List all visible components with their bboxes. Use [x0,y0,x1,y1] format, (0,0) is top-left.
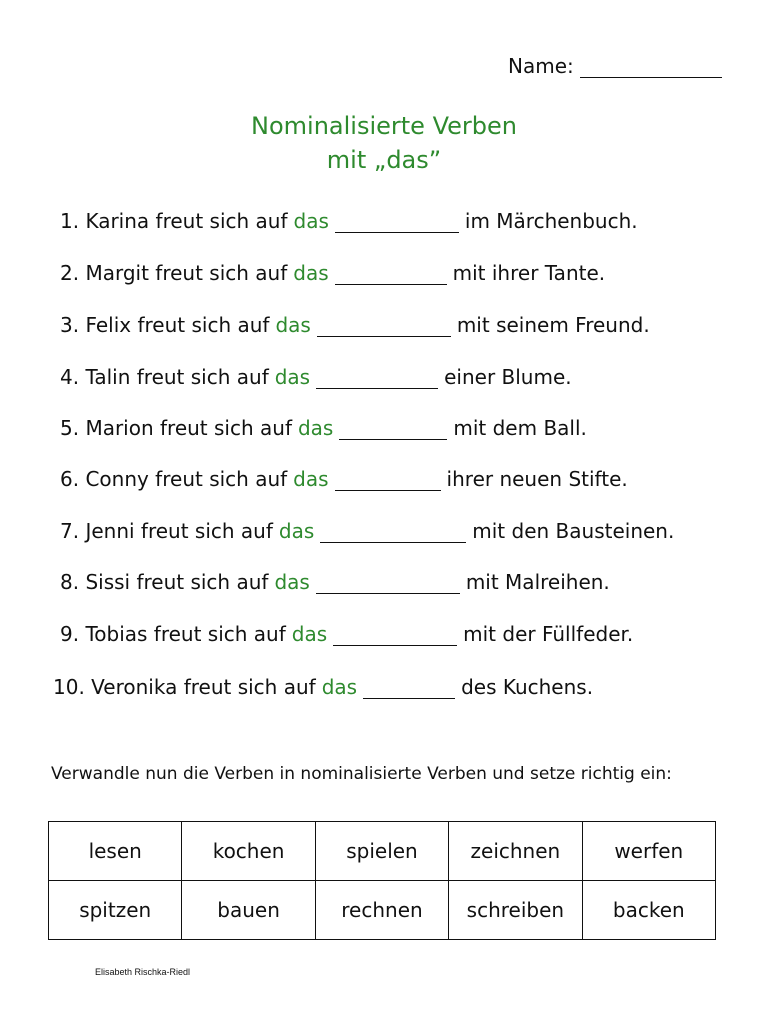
worksheet-title: Nominalisierte Verben [251,112,517,140]
verb-cell: spitzen [49,881,182,940]
sentence-text-after: mit ihrer Tante. [452,261,606,285]
sentence-10 [53,675,593,699]
answer-blank[interactable] [335,214,459,233]
answer-blank[interactable] [339,421,447,440]
answer-blank[interactable] [333,627,457,646]
answer-blank[interactable] [363,680,455,699]
answer-blank[interactable] [317,318,451,337]
verb-table [48,821,716,940]
sentence-text-after: mit der Füllfeder. [463,622,634,646]
verb-cell: lesen [49,822,182,881]
sentence-text-after: des Kuchens. [461,675,594,699]
sentence-3 [60,313,650,337]
verb-cell: kochen [182,822,315,881]
article-das: das [297,416,334,440]
sentence-6 [60,467,628,491]
sentence-8 [60,570,610,594]
article-das: das [293,467,329,491]
article-das: das [293,261,329,285]
sentence-text-before: 7. Jenni freut sich auf [60,519,273,543]
sentence-text-after: mit seinem Freund. [456,313,650,337]
sentence-text-after: mit Malreihen. [465,570,610,594]
sentence-text-before: 3. Felix freut sich auf [60,313,270,337]
instruction-text: Verwandle nun die Verben in nominalisierte Verben und setze richtig ein: [51,764,672,784]
article-das: das [274,570,310,594]
sentence-text-before: 5. Marion freut sich auf [60,416,292,440]
answer-blank[interactable] [316,370,438,389]
sentence-text-before: 4. Talin freut sich auf [60,365,269,389]
verb-cell: bauen [182,881,315,940]
sentence-9 [60,622,633,646]
verb-cell: schreiben [449,881,582,940]
author-credit: Elisabeth Rischka-Riedl [95,967,191,977]
sentence-2 [60,261,605,285]
verb-cell: zeichnen [449,822,582,881]
sentence-text-after: mit dem Ball. [453,416,587,440]
answer-blank[interactable] [335,266,447,285]
article-das: das [293,209,329,233]
name-blank-line[interactable] [580,59,722,78]
sentence-5 [60,416,587,440]
sentence-4 [60,365,572,389]
verb-cell: spielen [315,822,448,881]
sentence-1 [60,209,638,233]
sentence-text-before: 1. Karina freut sich auf [60,209,288,233]
sentence-text-after: einer Blume. [444,365,572,389]
sentence-7 [60,519,674,543]
article-das: das [274,365,311,389]
sentence-text-after: im Märchenbuch. [464,209,638,233]
article-das: das [321,675,358,699]
verb-cell: backen [582,881,715,940]
sentence-text-after: mit den Bausteinen. [472,519,675,543]
verb-cell: werfen [582,822,715,881]
article-das: das [278,519,315,543]
sentence-text-after: ihrer neuen Stifte. [446,467,628,491]
answer-blank[interactable] [316,575,460,594]
verb-table-row [49,881,716,940]
verb-cell: rechnen [315,881,448,940]
sentence-text-before: 10. Veronika freut sich auf [53,675,316,699]
name-label: Name: [508,54,574,78]
article-das: das [291,622,328,646]
sentence-text-before: 6. Conny freut sich auf [60,467,288,491]
answer-blank[interactable] [335,472,441,491]
verb-table-row [49,822,716,881]
article-das: das [275,313,311,337]
answer-blank[interactable] [320,524,466,543]
worksheet-subtitle: mit „das” [326,146,442,174]
name-field [508,54,722,78]
sentence-text-before: 8. Sissi freut sich auf [60,570,269,594]
sentence-text-before: 9. Tobias freut sich auf [60,622,286,646]
sentence-text-before: 2. Margit freut sich auf [60,261,288,285]
